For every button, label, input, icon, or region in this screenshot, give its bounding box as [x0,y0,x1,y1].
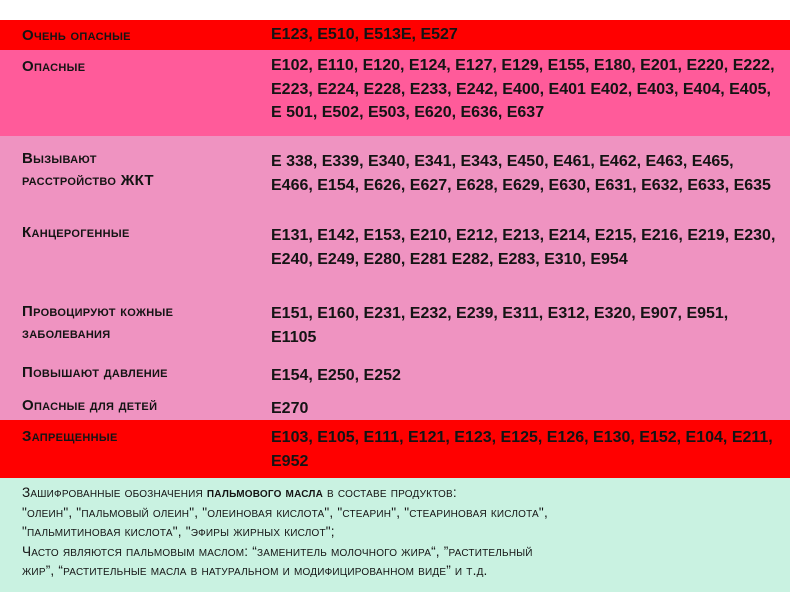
additive-codes: Е103, Е105, Е111, Е121, Е123, Е125, Е126, Е130, Е152, Е104, Е211, Е952 [271,429,773,470]
additive-codes: Е131, Е142, Е153, Е210, Е212, Е213, Е214, Е215, Е216, Е219, Е230, Е240, Е249, Е280, Е281 Е282, Е283, Е310, Е954 [271,227,776,268]
palm-oil-highlight: пальмового масла [206,485,324,500]
category-label: Опасные [22,58,86,75]
additive-codes: Е270 [271,400,309,417]
additive-codes: Е102, Е110, Е120, Е124, Е127, Е129, Е155, Е180, Е201, Е220, Е222, Е223, Е224, Е228, Е233, Е242, Е400, Е401 Е402, Е403, Е404, Е405, Е 501, Е502, Е503, Е620, Е636, Е637 [271,57,775,121]
note-line: Часто являются пальмовым маслом: “заменитель молочного жира“, ”растительный [22,543,533,559]
row-banned [0,420,790,478]
category-label: Запрещенные [22,428,118,445]
row-dangerous [0,50,790,136]
note-line: "пальмитиновая кислота", "эфиры жирных кислот"; [22,524,335,540]
palm-oil-note [0,478,790,592]
additive-codes: Е123, Е510, Е513Е, Е527 [271,26,458,43]
category-label: Вызывают расстройство ЖКТ [22,150,154,189]
category-label: Опасные для детей [22,397,158,414]
pink-block [0,136,790,420]
additive-codes: Е151, Е160, Е231, Е232, Е239, Е311, Е312, Е320, Е907, Е951, Е1105 [271,305,729,346]
additive-codes: Е 338, Е339, Е340, Е341, Е343, Е450, Е461, Е462, Е463, Е465, Е466, Е154, Е626, Е627, Е628, Е629, Е630, Е631, Е632, Е633, Е635 [271,153,771,194]
category-label: Канцерогенные [22,224,130,241]
category-label: Провоцируют кожные заболевания [22,303,174,342]
note-line: жир”, “растительные масла в натуральном и модифицированном виде” и т.д. [22,563,488,579]
additive-codes: Е154, Е250, Е252 [271,367,401,384]
category-label: Повышают давление [22,364,168,381]
note-line: Зашифрованные обозначения пальмового масла в составе продуктов: [22,485,457,500]
row-very-dangerous [0,0,790,50]
note-line: "олеин", "пальмовый олеин", "олеиновая кислота", "стеарин", "стеариновая кислота", [22,504,548,520]
category-label: Очень опасные [22,27,131,44]
